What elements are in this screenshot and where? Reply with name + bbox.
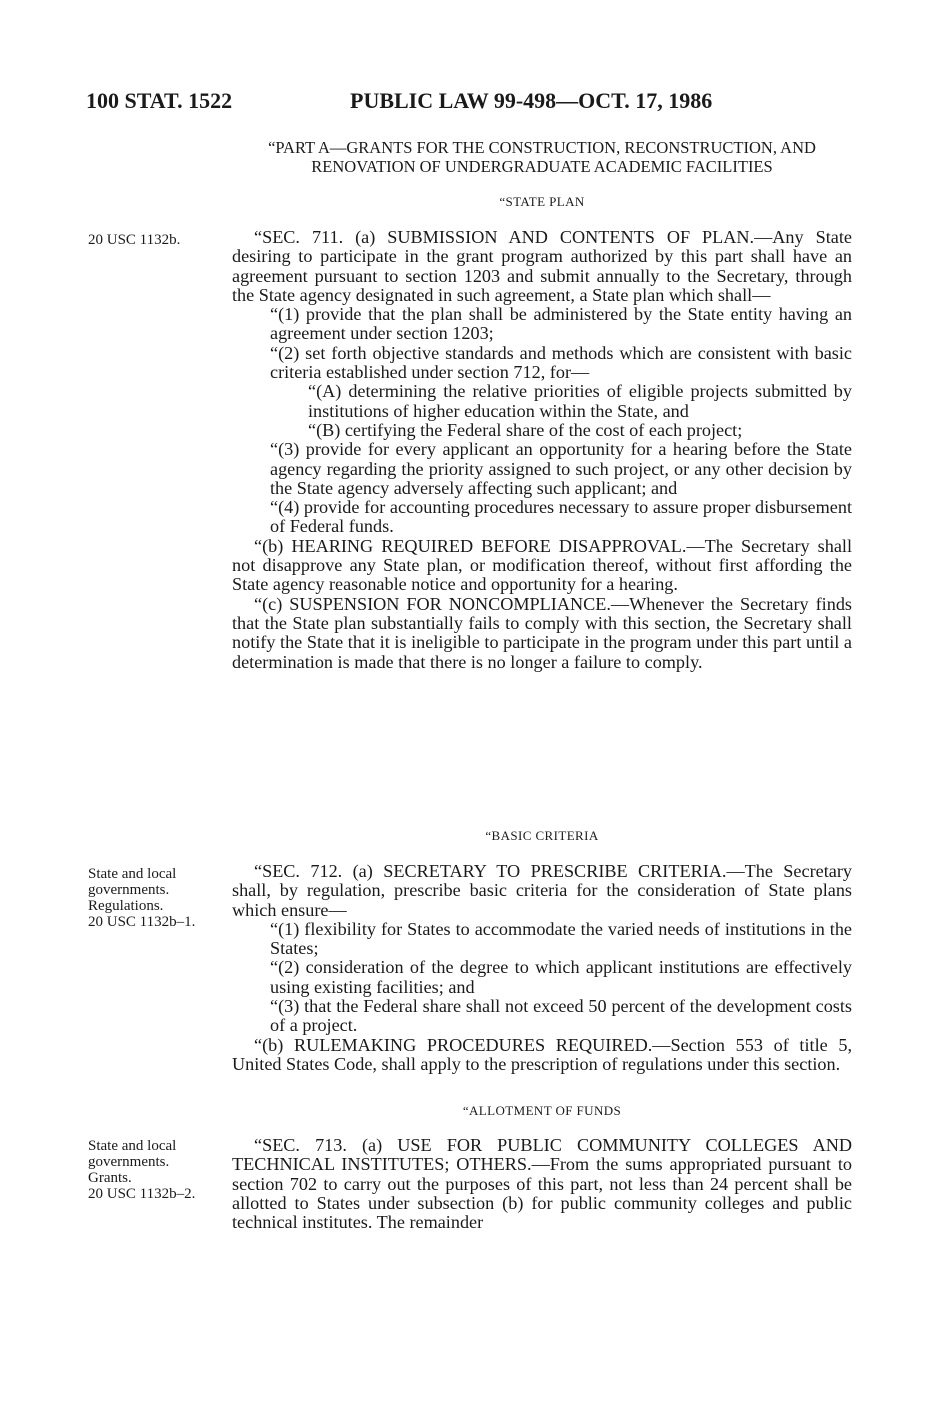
- sec711-para-1: “(1) provide that the plan shall be administered by the State entity having an agreement under section 1203;: [270, 304, 852, 344]
- sec712-intro: “SEC. 712. (a) SECRETARY TO PRESCRIBE CRITERIA.—The Secretary shall, by regulation, prescribe basic criteria for the consideration of State plans which ensure—: [232, 861, 852, 920]
- part-title: [232, 138, 852, 176]
- sec711-para-B: “(B) certifying the Federal share of the cost of each project;: [308, 419, 743, 440]
- heading-state-plan: “STATE PLAN: [499, 194, 585, 209]
- page-header: [86, 88, 851, 118]
- section-713: [232, 1136, 852, 1232]
- sec711-subsection-b: “(b) HEARING REQUIRED BEFORE DISAPPROVAL.—The Secretary shall not disapprove any State plan, or modification thereof, without first affording the State agency reasonable notice and opportunity for a hearing.: [232, 535, 852, 595]
- sec713-intro: “SEC. 713. (a) USE FOR PUBLIC COMMUNITY COLLEGES AND TECHNICAL INSTITUTES; OTHERS.—From the sums appropriated pursuant to section 702 to carry out the purposes of this part, not less than 24 percent shall be allotted to States under subsection (b) for public community colleges and public technical institutes. The remainder: [232, 1135, 853, 1233]
- section-711: [232, 228, 852, 672]
- sec712-para-2: “(2) consideration of the degree to which applicant institutions are effectively using existing facilities; and: [270, 957, 852, 997]
- public-law-title: PUBLIC LAW 99-498—OCT. 17, 1986: [350, 88, 713, 113]
- heading-allotment: “ALLOTMENT OF FUNDS: [462, 1103, 622, 1118]
- statute-page-number: 100 STAT. 1522: [86, 88, 233, 113]
- sec711-para-2: “(2) set forth objective standards and methods which are consistent with basic criteria established under section 712, for—: [270, 342, 852, 383]
- sec711-subsection-c: “(c) SUSPENSION FOR NONCOMPLIANCE.—Whenever the Secretary finds that the State plan substantially fails to comply with this section, the Secretary shall notify the State that it is ineligible to participate in the program under this part until a determination is made that there is no longer a failure to comply.: [232, 593, 852, 672]
- heading-basic-criteria: “BASIC CRITERIA: [485, 828, 599, 843]
- margin-note-sec713: State and local governments. Grants. 20 USC 1132b–2.: [88, 1138, 196, 1202]
- part-title-line1: “PART A—GRANTS FOR THE CONSTRUCTION, RECONSTRUCTION, AND: [268, 138, 816, 157]
- margin-note-sec711: 20 USC 1132b.: [88, 232, 181, 248]
- sec712-subsection-b: “(b) RULEMAKING PROCEDURES REQUIRED.—Section 553 of title 5, United States Code, shall apply to the prescription of regulations under this section.: [232, 1034, 853, 1074]
- sec711-para-3: “(3) provide for every applicant an opportunity for a hearing before the State agency regarding the priority assigned to such project, or any other decision by the State agency adversely affecting such applicant; and: [270, 439, 852, 498]
- sec711-para-A: “(A) determining the relative priorities of eligible projects submitted by institutions of higher education within the State, and: [308, 381, 852, 421]
- sec712-para-1: “(1) flexibility for States to accommodate the varied needs of institutions in the States;: [270, 918, 852, 959]
- sec711-intro: “SEC. 711. (a) SUBMISSION AND CONTENTS OF PLAN.—Any State desiring to participate in the grant program authorized by this part shall have an agreement pursuant to section 1203 and submit annually to the Secretary, through the State agency designated in such agreement, a State plan which shall—: [232, 227, 852, 305]
- sec711-para-4: “(4) provide for accounting procedures necessary to assure proper disbursement of Federal funds.: [270, 497, 852, 537]
- part-title-line2: RENOVATION OF UNDERGRADUATE ACADEMIC FACILITIES: [311, 157, 773, 176]
- margin-note-sec712: State and local governments. Regulations. 20 USC 1132b–1.: [88, 866, 196, 930]
- sec712-para-3: “(3) that the Federal share shall not exceed 50 percent of the development costs of a project.: [270, 996, 852, 1036]
- section-712: [232, 862, 852, 1074]
